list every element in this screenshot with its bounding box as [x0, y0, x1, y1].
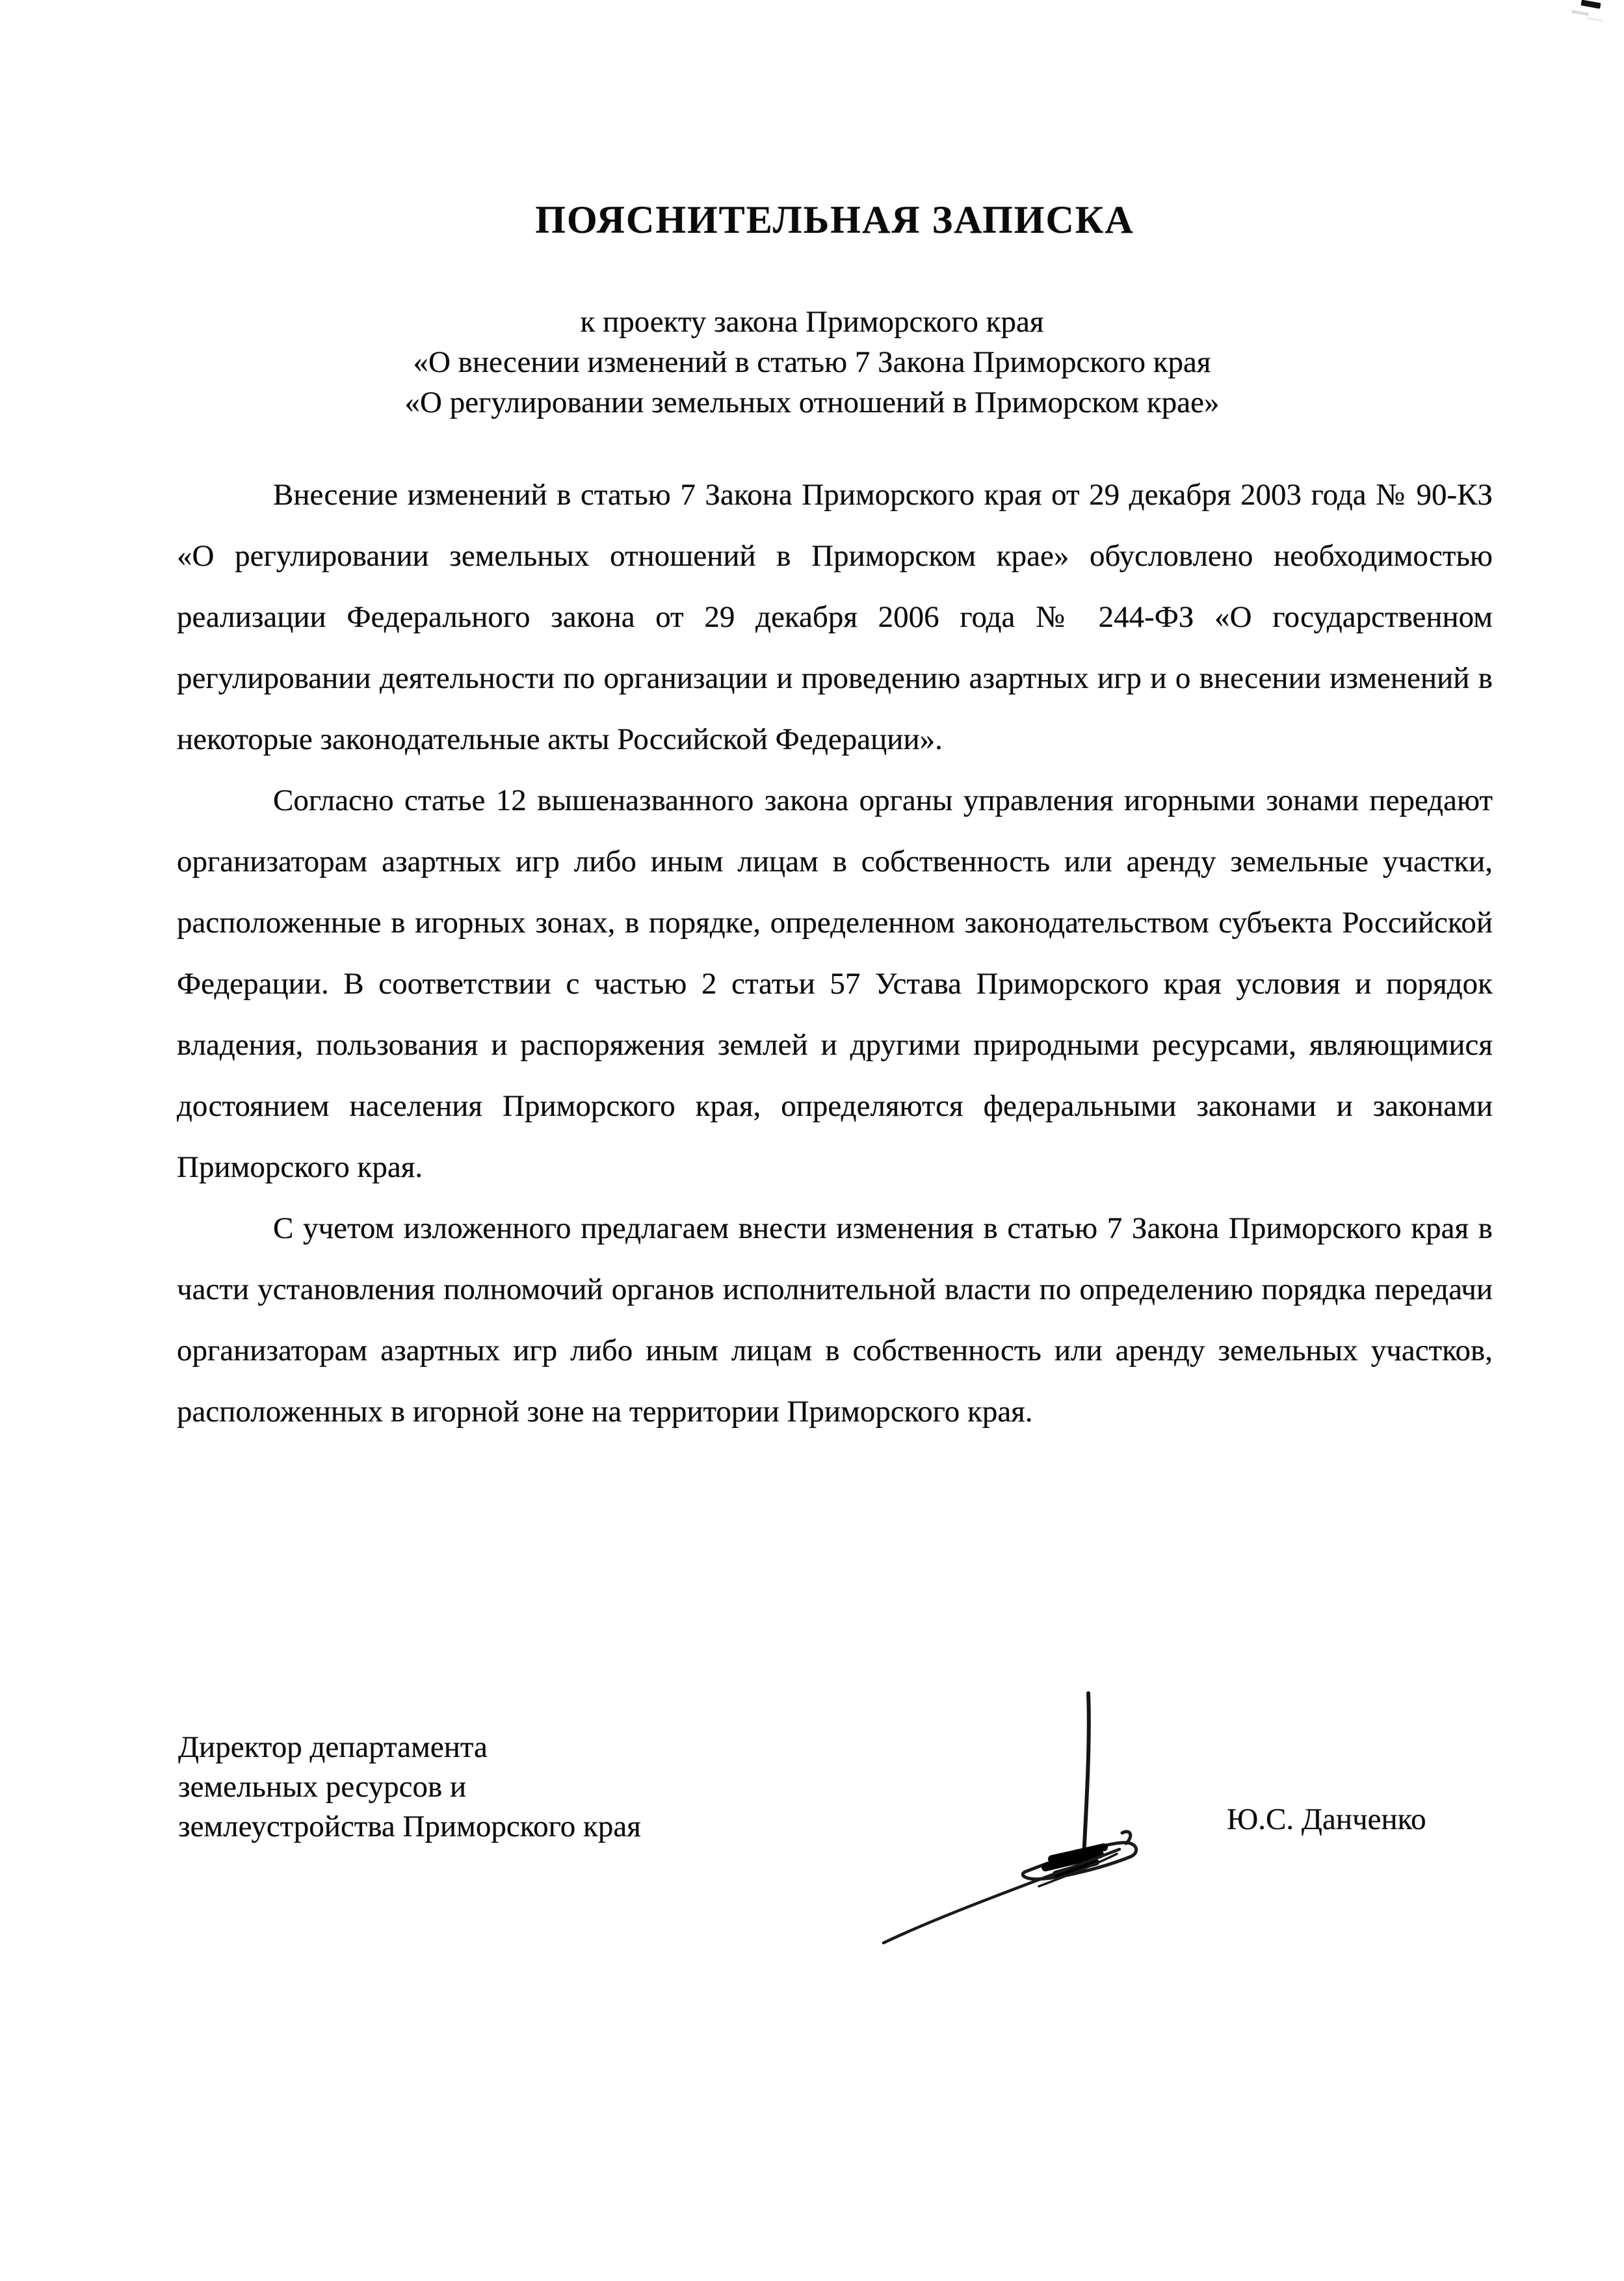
document-body: [177, 464, 1493, 1442]
subtitle-line-1: к проекту закона Приморского края: [580, 305, 1044, 339]
document-title: ПОЯСНИТЕЛЬНАЯ ЗАПИСКА: [535, 198, 1134, 241]
scan-artifact: [1580, 0, 1601, 9]
document-subtitle: [154, 302, 1470, 423]
subtitle-line-3: «О регулировании земельных отношений в Приморском крае»: [404, 386, 1220, 419]
paragraph-3: С учетом изложенного предлагаем внести изменения в статью 7 Закона Приморского края в части установления полномочий органов исполнительной власти по определению порядка передачи организаторам азартных игр либо иным лицам в собственность или аренду земельных участков, расположенных в игорной зоне на территории Приморского края.: [177, 1211, 1493, 1429]
signoff-position-block: [178, 1728, 641, 1847]
handwritten-signature: [871, 1683, 1177, 1956]
paragraph-2: Согласно статье 12 вышеназванного закона органы управления игорными зонами передают организаторам азартных игр либо иным лицам в собственность или аренду земельные участки, расположенные в игорных зонах, в порядке, определенном законодательством субъекта Российской Федерации. В соответствии с частью 2 статьи 57 Устава Приморского края условия и порядок владения, пользования и распоряжения землей и другими природными ресурсами, являющимися достоянием населения Приморского края, определяются федеральными законами и законами Приморского края.: [177, 784, 1493, 1184]
signoff-name: Ю.С. Данченко: [1227, 1802, 1426, 1836]
signoff-position-line-2: земельных ресурсов и: [178, 1770, 467, 1804]
signoff-position-line-1: Директор департамента: [178, 1730, 488, 1764]
signoff-position-line-3: землеустройства Приморского края: [178, 1810, 641, 1843]
subtitle-line-2: «О внесении изменений в статью 7 Закона Приморского края: [413, 345, 1211, 379]
paragraph-1: Внесение изменений в статью 7 Закона Приморского края от 29 декабря 2003 года № 90-КЗ «О регулировании земельных отношений в Приморском крае» обусловлено необходимостью реализации Федерального закона от 29 декабря 2006 года № 244-ФЗ «О государственном регулировании деятельности по организации и проведению азартных игр и о внесении изменений в некоторые законодательные акты Российской Федерации».: [177, 478, 1493, 756]
